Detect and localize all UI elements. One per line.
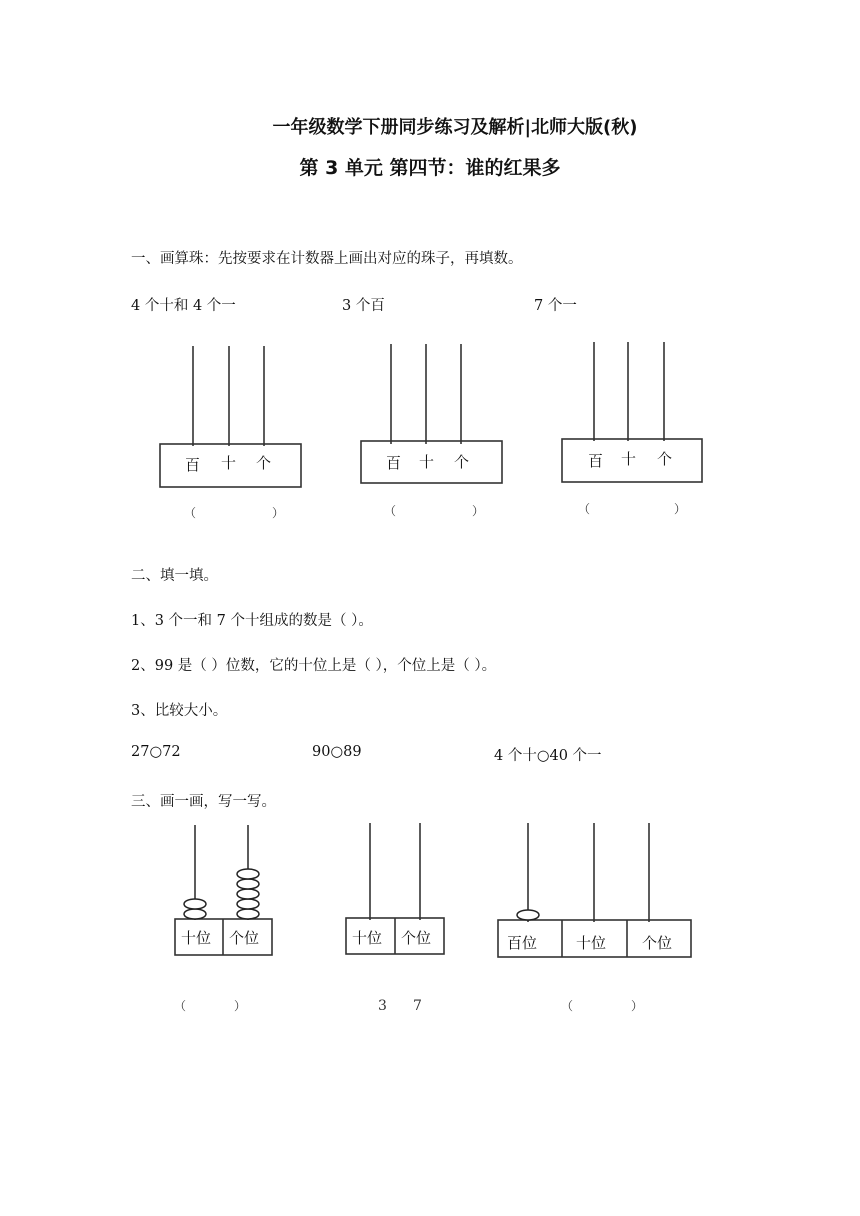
- counter-2-answer-left: （: [384, 504, 397, 518]
- question-1: 1、3 个一和 7 个十组成的数是（ ）。: [131, 613, 373, 629]
- abacus-3-label-hundreds: 百位: [507, 934, 538, 952]
- counter-2-answer-right: ）: [472, 504, 485, 518]
- abacus-1-ones-bead: [237, 879, 259, 889]
- counter-1-label-ones: 个: [256, 454, 272, 472]
- abacus-1-ones-bead: [237, 869, 259, 879]
- question-3: 3、比较大小。: [131, 703, 228, 719]
- compare-1: 27○72: [131, 744, 181, 760]
- abacus-1-tens-bead: [184, 909, 206, 919]
- abacus-3-label-ones: 个位: [642, 934, 673, 952]
- abacus-3-beads: [517, 910, 539, 920]
- abacus-1-answer-right: ）: [234, 999, 247, 1013]
- document-subtitle: 第 3 单元 第四节：谁的红果多: [299, 157, 561, 179]
- abacus-1-ones-bead: [237, 909, 259, 919]
- counter-3-answer-left: （: [578, 502, 591, 516]
- section2-heading: 二、填一填。: [131, 568, 218, 584]
- counter-1-answer-left: （: [184, 506, 197, 520]
- abacus-2-label-ones: 个位: [401, 929, 432, 947]
- abacus-3-label-tens: 十位: [576, 934, 607, 952]
- task-1: 4 个十和 4 个一: [131, 298, 236, 314]
- counter-3-label-ones: 个: [657, 450, 673, 468]
- abacus-2-answer-ones: 7: [413, 998, 422, 1014]
- abacus-2-label-tens: 十位: [352, 929, 383, 947]
- abacus-3-answer-left: （: [561, 999, 574, 1013]
- section1-heading: 一、画算珠：先按要求在计数器上画出对应的珠子，再填数。: [131, 251, 523, 267]
- abacus-1-ones-bead: [237, 889, 259, 899]
- abacus-1-label-ones: 个位: [229, 929, 260, 947]
- task-3: 7 个一: [534, 298, 577, 314]
- abacus-1-answer-left: （: [174, 999, 187, 1013]
- counter-2-label-tens: 十: [419, 453, 435, 471]
- section3-heading: 三、画一画，写一写。: [131, 794, 276, 810]
- counter-3-answer-right: ）: [674, 502, 687, 516]
- abacus-1-label-tens: 十位: [181, 929, 212, 947]
- abacus-1-ones-bead: [237, 899, 259, 909]
- counter-1-label-hundreds: 百: [185, 456, 201, 474]
- compare-3: 4 个十○40 个一: [494, 748, 602, 764]
- counter-3-label-hundreds: 百: [588, 452, 604, 470]
- abacus-3-answer-right: ）: [631, 999, 644, 1013]
- task-2: 3 个百: [342, 298, 385, 314]
- counter-2-label-hundreds: 百: [386, 454, 402, 472]
- counter-3-label-tens: 十: [621, 450, 637, 468]
- counter-1-answer-right: ）: [272, 506, 285, 520]
- counter-1-label-tens: 十: [221, 454, 237, 472]
- question-2: 2、99 是（ ）位数，它的十位上是（ ），个位上是（ ）。: [131, 658, 497, 674]
- document-title: 一年级数学下册同步练习及解析|北师大版(秋): [272, 117, 638, 138]
- abacus-1-tens-bead: [184, 899, 206, 909]
- compare-2: 90○89: [312, 744, 362, 760]
- abacus-2-answer-tens: 3: [378, 998, 387, 1014]
- abacus-3-hundreds-bead: [517, 910, 539, 920]
- counter-2-label-ones: 个: [454, 453, 470, 471]
